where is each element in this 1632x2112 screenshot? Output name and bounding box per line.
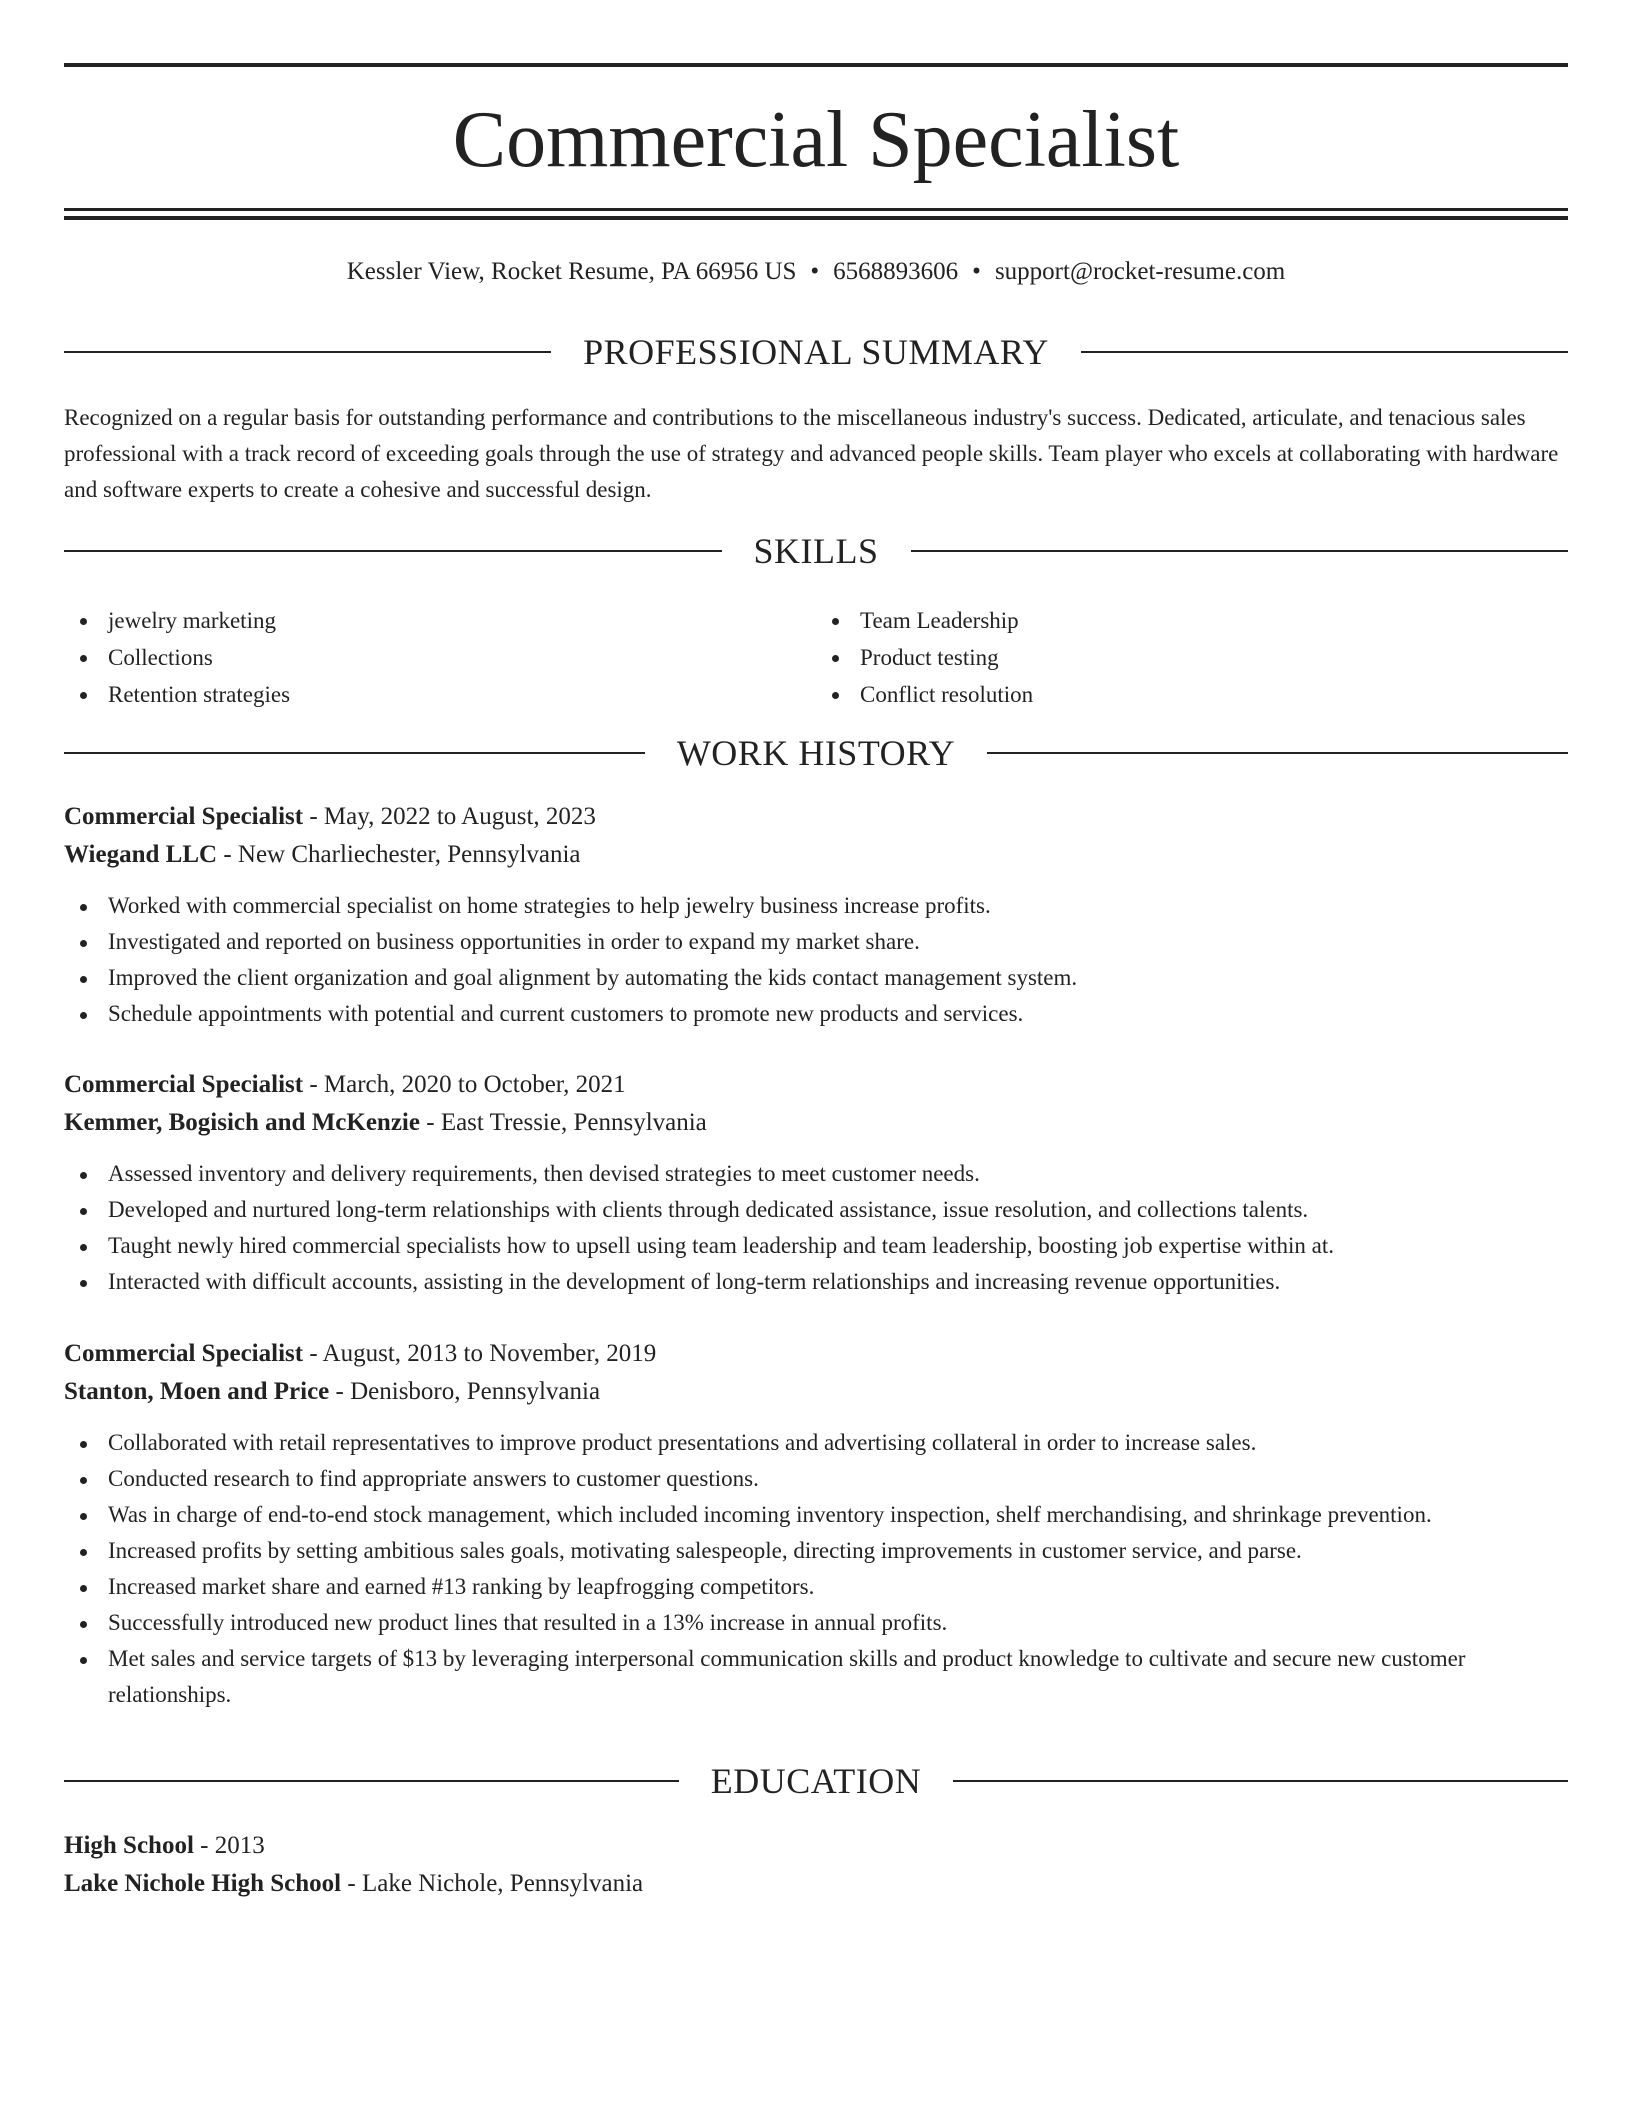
job-role-line [64,798,1568,836]
job-dates: May, 2022 to August, 2023 [323,803,596,830]
education-entry [64,1827,1568,1903]
skill-item: Team Leadership [816,602,1568,639]
job-company: Kemmer, Bogisich and McKenzie [64,1109,420,1136]
job-role-line [64,1335,1568,1373]
job-title: Commercial Specialist [64,1071,304,1098]
job-bullet: Investigated and reported on business opportunities in order to expand my market share. [64,924,1568,960]
skill-item: Product testing [816,639,1568,676]
section-title-skills: SKILLS [753,531,879,571]
job-entry [64,798,1568,1032]
dash: - [217,841,238,868]
job-bullet: Collaborated with retail representatives to improve product presentations and advertising collateral in order to increase sales. [64,1425,1568,1461]
education-school-line [64,1865,1568,1903]
section-title-work: WORK HISTORY [676,733,956,773]
education-location: Lake Nichole, Pennsylvania [361,1870,644,1897]
job-bullet: Was in charge of end-to-end stock management, which included incoming inventory inspection, shelf merchandising, and shrinkage prevention. [64,1497,1568,1533]
job-bullet: Taught newly hired commercial specialists how to upsell using team leadership and team leadership, boosting job expertise within at. [64,1228,1568,1264]
contact-address: Kessler View, Rocket Resume, PA 66956 US [346,258,797,285]
job-location: East Tressie, Pennsylvania [440,1109,707,1136]
job-company-line [64,1104,1568,1142]
job-company-line [64,1373,1568,1411]
contact-separator: • [810,258,820,285]
skill-item: Retention strategies [64,676,816,713]
section-header-summary [64,330,1568,374]
job-role-line [64,1066,1568,1104]
skill-item: Conflict resolution [816,676,1568,713]
job-company: Stanton, Moen and Price [64,1378,330,1405]
job-dates: August, 2013 to November, 2019 [322,1340,657,1367]
contact-email: support@rocket-resume.com [994,258,1286,285]
job-title: Commercial Specialist [64,803,304,830]
dash: - [329,1378,351,1405]
skills-column-left [64,602,816,713]
job-bullet: Successfully introduced new product lines that resulted in a 13% increase in annual profits. [64,1605,1568,1641]
dash: - [303,1340,323,1367]
job-bullet: Met sales and service targets of $13 by leveraging interpersonal communication skills and product knowledge to cultivate and secure new customer relationships. [64,1641,1568,1713]
skills-column-right [816,602,1568,713]
dash: - [341,1870,362,1897]
job-bullet: Increased profits by setting ambitious sales goals, motivating salespeople, directing improvements in customer service, and parse. [64,1533,1568,1569]
section-title-education: EDUCATION [710,1761,922,1801]
education-year: 2013 [214,1832,265,1859]
section-rule [64,1780,679,1782]
job-bullet: Assessed inventory and delivery requirements, then devised strategies to meet customer needs. [64,1156,1568,1192]
job-title: Commercial Specialist [64,1340,304,1367]
section-rule [911,550,1569,552]
section-rule [1081,351,1568,353]
education-school: Lake Nichole High School [64,1870,342,1897]
skill-item: Collections [64,639,816,676]
job-dates: March, 2020 to October, 2021 [323,1071,626,1098]
job-bullets [64,1156,1568,1300]
skills-list [64,602,1568,713]
job-bullet: Schedule appointments with potential and current customers to promote new products and services. [64,996,1568,1032]
job-bullets [64,1425,1568,1713]
dash: - [303,803,324,830]
contact-phone: 6568893606 [833,258,959,285]
job-bullets [64,888,1568,1032]
job-bullet: Developed and nurtured long-term relationships with clients through dedicated assistance, issue resolution, and collections talents. [64,1192,1568,1228]
job-company: Wiegand LLC [64,841,218,868]
dash: - [193,1832,215,1859]
job-bullet: Improved the client organization and goal alignment by automating the kids contact management system. [64,960,1568,996]
section-header-education [64,1759,1568,1803]
contact-separator: • [972,258,981,285]
education-degree-line [64,1827,1568,1865]
dash: - [419,1109,441,1136]
resume-title: Commercial Specialist [452,96,1180,184]
title-double-divider [64,208,1568,220]
job-location: New Charliechester, Pennsylvania [237,841,581,868]
section-header-skills [64,529,1568,573]
job-entry [64,1335,1568,1713]
dash: - [303,1071,324,1098]
job-company-line [64,836,1568,874]
education-degree: High School [64,1832,194,1859]
job-location: Denisboro, Pennsylvania [350,1378,601,1405]
section-title-summary: PROFESSIONAL SUMMARY [583,332,1049,372]
section-rule [953,1780,1568,1782]
summary-text: Recognized on a regular basis for outstanding performance and contributions to the miscellaneous industry's success. Dedicated, articulate, and tenacious sales professional with a track record of exceeding goals through the use of strategy and advanced people skills. Team player who excels at collaborating with hardware and software experts to create a cohesive and successful design. [64,405,1559,502]
job-bullet: Worked with commercial specialist on home strategies to help jewelry business increase profits. [64,888,1568,924]
section-rule [64,351,551,353]
section-rule [64,550,722,552]
section-header-work [64,731,1568,775]
job-entry [64,1066,1568,1300]
contact-line [64,254,1568,290]
job-bullet: Conducted research to find appropriate answers to customer questions. [64,1461,1568,1497]
section-rule [987,752,1568,754]
job-bullet: Interacted with difficult accounts, assisting in the development of long-term relationships and increasing revenue opportunities. [64,1264,1568,1300]
section-rule [64,752,645,754]
top-divider [64,63,1568,67]
job-bullet: Increased market share and earned #13 ranking by leapfrogging competitors. [64,1569,1568,1605]
skill-item: jewelry marketing [64,602,816,639]
